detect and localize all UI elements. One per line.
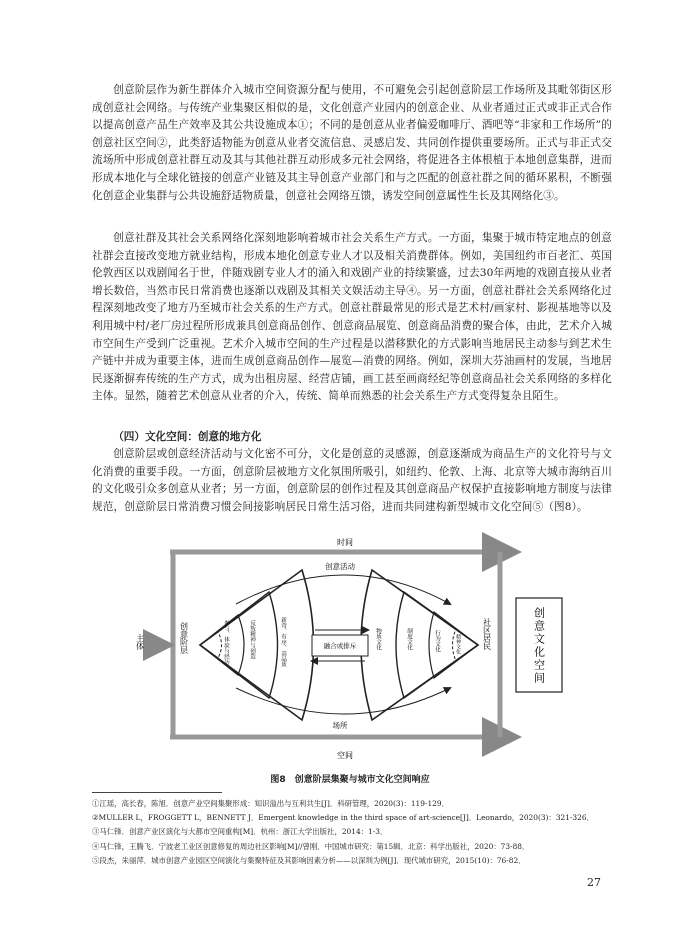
footnote-item: ①江瑶，高长春，陈旭．创意产业空间集聚形成：知识溢出与互利共生[J]．科研管理，2020(3)：119-129． [92, 799, 449, 808]
page-number: 27 [587, 876, 601, 889]
footnote-item: ②MULLER L，FROGGETT L，BENNETT J．Emergent knowledge in the third space of art-science[J]．Leonardo，2020(3)：321-326． [92, 813, 594, 823]
creative-cultural-space-label: 创意文化空间 [532, 607, 546, 685]
community-residents-label: 社区居民 [482, 618, 492, 650]
footnote-item: ⑤段杰，朱丽萍．城市创意产业园区空间演化与集聚特征及其影响因素分析——以深圳为例[J]．现代城市研究，2015(10)：76-82． [92, 855, 526, 865]
paragraph-social-relations: 创意社群及其社会关系网络化深刻地影响着城市社会关系生产方式。一方面，集聚于城市特定地点的创意社群会直接改变地方就业结构，形成本地化创意专业人才以及相关消费群体。例如，美国纽约市百老汇、英国伦敦西区以戏剧闻名于世，伴随戏剧专业人才的涌入和戏剧产业的持续繁盛，过去30年两地的戏剧直接从业者增长数倍，当然市民日常消费也逐渐以戏剧及其相关文娱活动主导④。另一方面，创意社群社会关系网络化过程深刻地改变了地方乃至城市社会关系的生产方式。创意社群最常见的形式是艺术村/画家村、影视基地等以及利用城中村/老厂房过程所形成兼具创意商品创作、创意商品展览、创意商品消费的聚合体，由此，艺术介入城市空间生产受到广泛重视。艺术介入城市空间的生产过程是以潜移默化的方式影响当地居民主动参与到艺术生产链中并成为重要主体，进而生成创意商品创作—展览—消费的网络。例如，深圳大芬油画村的发展，当地居民逐渐摒弃传统的生产方式，成为出租房屋、经营店铺，画工甚至画商经纪等创意商品社会关系网络的多样化主体。显然，随着艺术创意从业者的介入，传统、简单而熟悉的社会关系生产方式变得复杂且陌生。 [92, 232, 612, 403]
right-ring-label-2: 制度文化 [406, 628, 412, 651]
venue-arc [236, 688, 450, 714]
left-ring-label-2: 反叛精神与创造 [249, 620, 255, 660]
section-heading: （四）文化空间：创意的地方化 [113, 431, 262, 443]
subject-label: 主体 [135, 634, 145, 650]
footnote-item: ③马仁锋．创意产业区演化与大都市空间重构[M]．杭州：浙江大学出版社，2014：1-3． [92, 827, 388, 837]
creative-activity-label: 创意活动 [325, 562, 355, 571]
space-label: 空间 [337, 751, 353, 760]
left-ring-label-1: 参与、体验与经历 [223, 620, 229, 665]
footnote-item: ④马仁锋，王腾飞．宁波老工业区创意修复的周边社区影响[M]//曾刚．中国城市研究：第15辑．北京：科学出版社，2020：73-88． [92, 841, 530, 851]
integrate-exclude-label: 融合或排斥 [323, 642, 357, 650]
figure-8-diagram [135, 532, 580, 768]
footnotes [92, 797, 612, 868]
right-ring-label-3: 行为文化 [434, 630, 440, 653]
creative-class-label: 创意阶层 [179, 622, 189, 654]
footnote-divider [92, 792, 222, 793]
paragraph-creative-network: 创意阶层作为新生群体介入城市空间资源分配与使用，不可避免会引起创意阶层工作场所及其毗邻街区形成创意社会网络。与传统产业集聚区相似的是，文化创意产业园内的创意企业、从业者通过正式或非正式合作以提高创意产品生产效率及其公共设施成本①；不同的是创意从业者偏爱咖啡厅、酒吧等“非家和工作场所”的创意社区空间②，此类舒适物能为创意从业者交流信息、灵感启发、共同创作提供重要场所。正式与非正式交流场所中形成创意社群互动及其与其他社群互动形成多元社会网络，将促进各主体根植于本地创意集群，进而形成本地化与全球化链接的创意产业链及其主导创意产业部门和与之匹配的创意社群之间的循环累积，不断强化创意企业集群与公共设施舒适物质量，创意社会网络互馈，诱发空间创意属性生长及其网络化③。 [92, 84, 612, 202]
venue-label: 场所 [332, 721, 348, 730]
left-ring-label-3: 新奇、有序、高品质 [280, 617, 286, 668]
creative-activity-arc [236, 575, 450, 604]
paragraph-cultural-space: 创意阶层或创意经济活动与文化密不可分，文化是创意的灵感源，创意逐渐成为商品生产的文化符号与文化消费的重要手段。一方面，创意阶层被地方文化氛围所吸引，如纽约、伦敦、上海、北京等大城市海纳百川的文化吸引众多创意从业者；另一方面，创意阶层的创作过程及其创意商品产权保护直接影响地方制度与法律规范，创意阶层日常消费习惯会间接影响居民日常生活习俗，进而共同建构新型城市文化空间⑤（图8）。 [92, 448, 612, 513]
right-ring-label-4: 精神文化 [455, 634, 461, 654]
figure-caption: 图8 创意阶层集聚与城市文化空间响应 [270, 775, 430, 785]
time-label: 时间 [337, 538, 353, 547]
right-ring-label-1: 物质文化 [375, 628, 381, 651]
